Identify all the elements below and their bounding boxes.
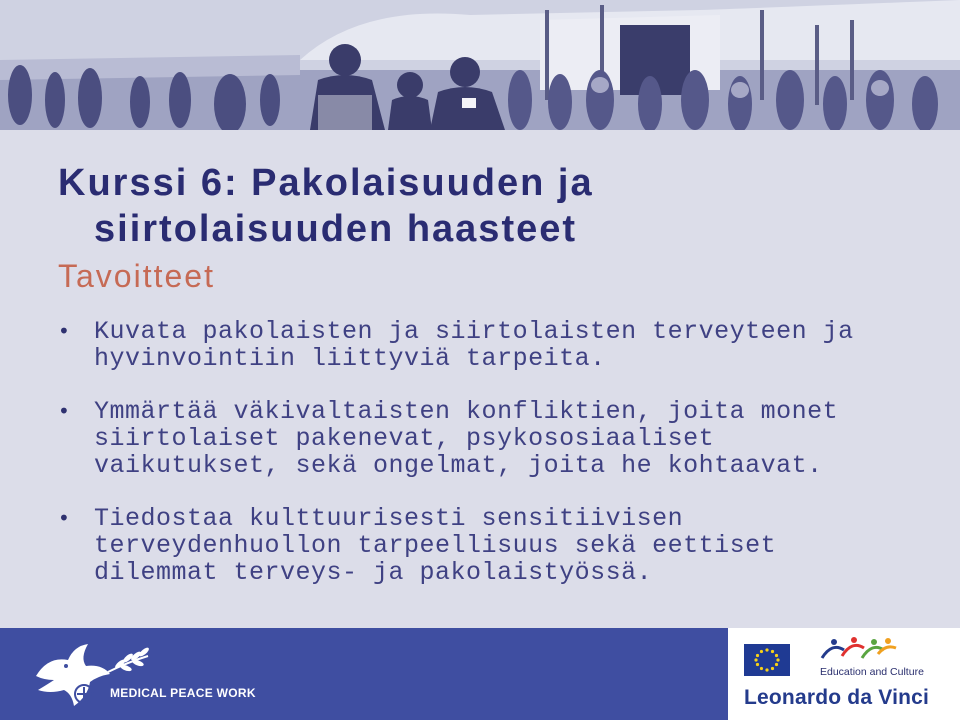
bullet-icon: • xyxy=(58,319,71,343)
objective-3-line-2: terveydenhuollon tarpeellisuus sekä eettiset xyxy=(94,531,777,560)
eu-flag-icon xyxy=(744,644,790,676)
refugee-camp-photo xyxy=(0,0,960,130)
objective-2-line-1: Ymmärtää väkivaltaisten konfliktien, joita monet xyxy=(94,397,839,426)
medical-peace-work-banner xyxy=(0,628,728,720)
footer xyxy=(0,628,960,720)
slide-title-line-1: Kurssi 6: Pakolaisuuden ja xyxy=(58,162,594,204)
objective-item-3 xyxy=(58,505,918,586)
objective-1-line-1: Kuvata pakolaisten ja siirtolaisten terveyteen ja xyxy=(94,317,854,346)
objective-item-1 xyxy=(58,318,918,372)
bullet-icon: • xyxy=(58,506,71,530)
slide-title xyxy=(58,160,898,252)
leonardo-da-vinci-label: Leonardo da Vinci xyxy=(744,686,930,709)
objective-3-line-1: Tiedostaa kulttuurisesti sensitiivisen xyxy=(94,504,684,533)
leonardo-figures-icon xyxy=(818,636,898,664)
header-photo xyxy=(0,0,960,130)
leonardo-da-vinci-logo-area xyxy=(728,628,960,720)
bullet-icon: • xyxy=(58,399,71,423)
objectives-list xyxy=(58,318,918,612)
objective-1-line-2: hyvinvointiin liittyviä tarpeita. xyxy=(94,344,606,373)
objective-2-line-3: vaikutukset, sekä ongelmat, joita he kohtaavat. xyxy=(94,451,823,480)
objective-item-2 xyxy=(58,398,918,479)
dove-with-olive-branch-icon xyxy=(28,636,168,720)
objective-2-line-2: siirtolaiset pakenevat, psykososiaaliset xyxy=(94,424,715,453)
objective-3-line-3: dilemmat terveys- ja pakolaistyössä. xyxy=(94,558,653,587)
medical-peace-work-label: MEDICAL PEACE WORK xyxy=(110,686,256,700)
slide-subtitle: Tavoitteet xyxy=(58,258,215,294)
education-culture-caption: Education and Culture xyxy=(820,666,924,678)
slide-title-line-2: siirtolaisuuden haasteet xyxy=(94,208,578,250)
